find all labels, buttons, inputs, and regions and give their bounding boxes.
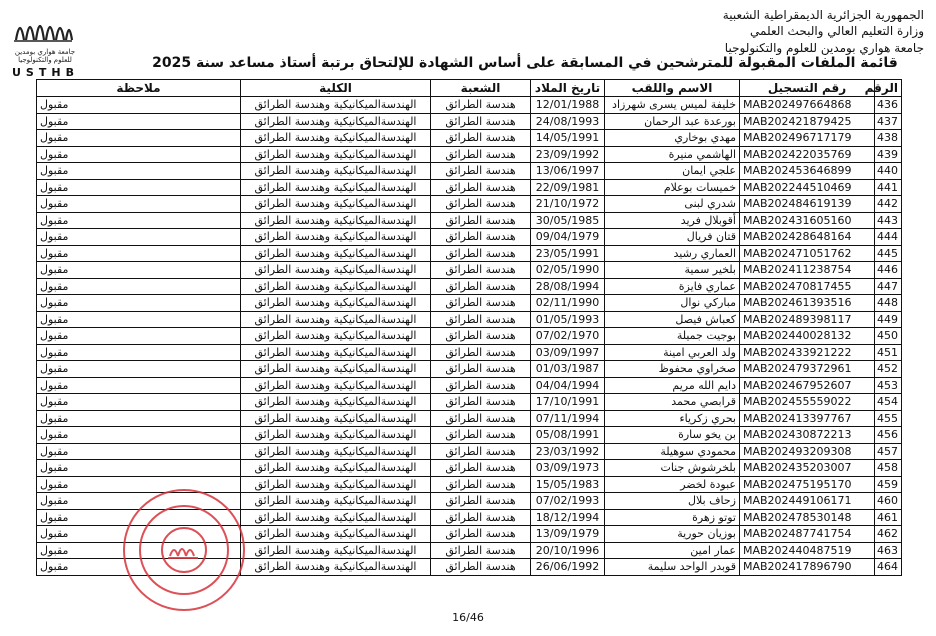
birth-date: 05/08/1991: [531, 427, 605, 444]
status-note: مقبول: [37, 328, 241, 345]
faculty: الهندسةالميكانيكية وهندسة الطرائق: [241, 113, 431, 130]
full-name: قرابصي محمد: [605, 394, 740, 411]
branch: هندسة الطرائق: [431, 113, 531, 130]
birth-date: 04/04/1994: [531, 377, 605, 394]
registration-number: MAB202478530148: [740, 509, 875, 526]
branch: هندسة الطرائق: [431, 443, 531, 460]
branch: هندسة الطرائق: [431, 377, 531, 394]
status-note: مقبول: [37, 427, 241, 444]
registration-number: MAB202496717179: [740, 130, 875, 147]
table-row: [37, 295, 902, 312]
full-name: بلخير سمية: [605, 262, 740, 279]
branch: هندسة الطرائق: [431, 542, 531, 559]
row-number: 452: [875, 361, 902, 378]
birth-date: 28/08/1994: [531, 278, 605, 295]
faculty: الهندسةالميكانيكية وهندسة الطرائق: [241, 410, 431, 427]
table-row: [37, 311, 902, 328]
birth-date: 07/11/1994: [531, 410, 605, 427]
faculty: الهندسةالميكانيكية وهندسة الطرائق: [241, 130, 431, 147]
faculty: الهندسةالميكانيكية وهندسة الطرائق: [241, 196, 431, 213]
status-note: مقبول: [37, 509, 241, 526]
full-name: دايم الله مريم: [605, 377, 740, 394]
branch: هندسة الطرائق: [431, 295, 531, 312]
registration-number: MAB202449106171: [740, 493, 875, 510]
row-number: 462: [875, 526, 902, 543]
birth-date: 13/09/1979: [531, 526, 605, 543]
row-number: 453: [875, 377, 902, 394]
status-note: مقبول: [37, 361, 241, 378]
faculty: الهندسةالميكانيكية وهندسة الطرائق: [241, 262, 431, 279]
birth-date: 23/09/1992: [531, 146, 605, 163]
row-number: 444: [875, 229, 902, 246]
full-name: قوبدر الواحد سليمة: [605, 559, 740, 576]
branch: هندسة الطرائق: [431, 410, 531, 427]
row-number: 450: [875, 328, 902, 345]
full-name: بورعدة عبد الرحمان: [605, 113, 740, 130]
birth-date: 09/04/1979: [531, 229, 605, 246]
birth-date: 21/10/1972: [531, 196, 605, 213]
table-row: [37, 427, 902, 444]
branch: هندسة الطرائق: [431, 328, 531, 345]
status-note: مقبول: [37, 278, 241, 295]
official-stamp-icon: [120, 486, 248, 614]
full-name: الهاشمي منيرة: [605, 146, 740, 163]
birth-date: 01/05/1993: [531, 311, 605, 328]
faculty: الهندسةالميكانيكية وهندسة الطرائق: [241, 179, 431, 196]
row-number: 463: [875, 542, 902, 559]
registration-number: MAB202497664868: [740, 97, 875, 114]
full-name: أقوبلال فريد: [605, 212, 740, 229]
birth-date: 26/06/1992: [531, 559, 605, 576]
branch: هندسة الطرائق: [431, 146, 531, 163]
col-header-number: الرقم: [875, 80, 902, 97]
faculty: الهندسةالميكانيكية وهندسة الطرائق: [241, 460, 431, 477]
registration-number: MAB202455559022: [740, 394, 875, 411]
status-note: مقبول: [37, 196, 241, 213]
branch: هندسة الطرائق: [431, 245, 531, 262]
birth-date: 12/01/1988: [531, 97, 605, 114]
birth-date: 24/08/1993: [531, 113, 605, 130]
status-note: مقبول: [37, 559, 241, 576]
full-name: مهدي بوخاري: [605, 130, 740, 147]
registration-number: MAB202435203007: [740, 460, 875, 477]
birth-date: 30/05/1985: [531, 212, 605, 229]
faculty: الهندسةالميكانيكية وهندسة الطرائق: [241, 443, 431, 460]
faculty: الهندسةالميكانيكية وهندسة الطرائق: [241, 328, 431, 345]
table-row: [37, 344, 902, 361]
registration-number: MAB202453646899: [740, 163, 875, 180]
full-name: صخراوي محفوظ: [605, 361, 740, 378]
full-name: عبودة لخضر: [605, 476, 740, 493]
faculty: الهندسةالميكانيكية وهندسة الطرائق: [241, 377, 431, 394]
registration-number: MAB202430872213: [740, 427, 875, 444]
page-number: 16/46: [452, 611, 484, 624]
faculty: الهندسةالميكانيكية وهندسة الطرائق: [241, 229, 431, 246]
col-header-branch: الشعبة: [431, 80, 531, 97]
full-name: عمار امين: [605, 542, 740, 559]
status-note: مقبول: [37, 493, 241, 510]
faculty: الهندسةالميكانيكية وهندسة الطرائق: [241, 212, 431, 229]
birth-date: 02/11/1990: [531, 295, 605, 312]
row-number: 436: [875, 97, 902, 114]
row-number: 456: [875, 427, 902, 444]
faculty: الهندسةالميكانيكية وهندسة الطرائق: [241, 163, 431, 180]
faculty: الهندسةالميكانيكية وهندسة الطرائق: [241, 542, 431, 559]
birth-date: 23/03/1992: [531, 443, 605, 460]
row-number: 464: [875, 559, 902, 576]
branch: هندسة الطرائق: [431, 278, 531, 295]
full-name: توتو زهرة: [605, 509, 740, 526]
row-number: 439: [875, 146, 902, 163]
row-number: 451: [875, 344, 902, 361]
faculty: الهندسةالميكانيكية وهندسة الطرائق: [241, 146, 431, 163]
registration-number: MAB202440487519: [740, 542, 875, 559]
col-header-faculty: الكلية: [241, 80, 431, 97]
birth-date: 02/05/1990: [531, 262, 605, 279]
row-number: 458: [875, 460, 902, 477]
birth-date: 13/06/1997: [531, 163, 605, 180]
registration-number: MAB202493209308: [740, 443, 875, 460]
table-row: [37, 278, 902, 295]
status-note: مقبول: [37, 113, 241, 130]
branch: هندسة الطرائق: [431, 493, 531, 510]
branch: هندسة الطرائق: [431, 509, 531, 526]
status-note: مقبول: [37, 460, 241, 477]
full-name: بوجيت جميلة: [605, 328, 740, 345]
registration-number: MAB202475195170: [740, 476, 875, 493]
table-row: [37, 130, 902, 147]
registration-number: MAB202411238754: [740, 262, 875, 279]
branch: هندسة الطرائق: [431, 97, 531, 114]
faculty: الهندسةالميكانيكية وهندسة الطرائق: [241, 559, 431, 576]
table-header-row: [37, 80, 902, 97]
branch: هندسة الطرائق: [431, 212, 531, 229]
status-note: مقبول: [37, 394, 241, 411]
row-number: 448: [875, 295, 902, 312]
registration-number: MAB202489398117: [740, 311, 875, 328]
table-row: [37, 146, 902, 163]
branch: هندسة الطرائق: [431, 179, 531, 196]
table-row: [37, 163, 902, 180]
table-row: [37, 97, 902, 114]
status-note: مقبول: [37, 245, 241, 262]
registration-number: MAB202467952607: [740, 377, 875, 394]
full-name: ولد العربي امينة: [605, 344, 740, 361]
faculty: الهندسةالميكانيكية وهندسة الطرائق: [241, 509, 431, 526]
birth-date: 22/09/1981: [531, 179, 605, 196]
branch: هندسة الطرائق: [431, 311, 531, 328]
birth-date: 03/09/1973: [531, 460, 605, 477]
branch: هندسة الطرائق: [431, 526, 531, 543]
faculty: الهندسةالميكانيكية وهندسة الطرائق: [241, 427, 431, 444]
registration-number: MAB202433921222: [740, 344, 875, 361]
faculty: الهندسةالميكانيكية وهندسة الطرائق: [241, 97, 431, 114]
branch: هندسة الطرائق: [431, 344, 531, 361]
branch: هندسة الطرائق: [431, 559, 531, 576]
registration-number: MAB202431605160: [740, 212, 875, 229]
faculty: الهندسةالميكانيكية وهندسة الطرائق: [241, 311, 431, 328]
header-republic: الجمهورية الجزائرية الديمقراطية الشعبية: [722, 8, 924, 22]
branch: هندسة الطرائق: [431, 460, 531, 477]
branch: هندسة الطرائق: [431, 476, 531, 493]
full-name: بوزيان حورية: [605, 526, 740, 543]
registration-number: MAB202421879425: [740, 113, 875, 130]
table-row: [37, 262, 902, 279]
registration-number: MAB202413397767: [740, 410, 875, 427]
registration-number: MAB202471051762: [740, 245, 875, 262]
registration-number: MAB202484619139: [740, 196, 875, 213]
row-number: 460: [875, 493, 902, 510]
status-note: مقبول: [37, 262, 241, 279]
faculty: الهندسةالميكانيكية وهندسة الطرائق: [241, 526, 431, 543]
registration-number: MAB202244510469: [740, 179, 875, 196]
full-name: العماري رشيد: [605, 245, 740, 262]
status-note: مقبول: [37, 97, 241, 114]
full-name: قتان فريال: [605, 229, 740, 246]
branch: هندسة الطرائق: [431, 394, 531, 411]
logo-line-1: جامعة هواري بومدين: [14, 48, 76, 56]
birth-date: 18/12/1994: [531, 509, 605, 526]
table-row: [37, 443, 902, 460]
status-note: مقبول: [37, 179, 241, 196]
registration-number: MAB202422035769: [740, 146, 875, 163]
status-note: مقبول: [37, 212, 241, 229]
registration-number: MAB202417896790: [740, 559, 875, 576]
full-name: مباركي نوال: [605, 295, 740, 312]
faculty: الهندسةالميكانيكية وهندسة الطرائق: [241, 493, 431, 510]
status-note: مقبول: [37, 295, 241, 312]
birth-date: 07/02/1993: [531, 493, 605, 510]
table-row: [37, 410, 902, 427]
row-number: 437: [875, 113, 902, 130]
birth-date: 14/05/1991: [531, 130, 605, 147]
faculty: الهندسةالميكانيكية وهندسة الطرائق: [241, 394, 431, 411]
full-name: بلخرشوش جنات: [605, 460, 740, 477]
birth-date: 01/03/1987: [531, 361, 605, 378]
status-note: مقبول: [37, 229, 241, 246]
full-name: محمودي سوهيلة: [605, 443, 740, 460]
full-name: علجي ايمان: [605, 163, 740, 180]
logo-line-2: للعلوم والتكنولوجيا: [18, 56, 72, 64]
row-number: 449: [875, 311, 902, 328]
birth-date: 03/09/1997: [531, 344, 605, 361]
faculty: الهندسةالميكانيكية وهندسة الطرائق: [241, 245, 431, 262]
registration-number: MAB202428648164: [740, 229, 875, 246]
full-name: عماري فايزة: [605, 278, 740, 295]
col-header-registration: رقم التسجيل: [740, 80, 875, 97]
row-number: 454: [875, 394, 902, 411]
status-note: مقبول: [37, 476, 241, 493]
registration-number: MAB202479372961: [740, 361, 875, 378]
row-number: 442: [875, 196, 902, 213]
faculty: الهندسةالميكانيكية وهندسة الطرائق: [241, 476, 431, 493]
row-number: 455: [875, 410, 902, 427]
table-row: [37, 361, 902, 378]
row-number: 443: [875, 212, 902, 229]
full-name: شدري لبنى: [605, 196, 740, 213]
status-note: مقبول: [37, 130, 241, 147]
row-number: 445: [875, 245, 902, 262]
branch: هندسة الطرائق: [431, 163, 531, 180]
branch: هندسة الطرائق: [431, 229, 531, 246]
branch: هندسة الطرائق: [431, 130, 531, 147]
status-note: مقبول: [37, 377, 241, 394]
registration-number: MAB202461393516: [740, 295, 875, 312]
faculty: الهندسةالميكانيكية وهندسة الطرائق: [241, 361, 431, 378]
full-name: زحاف بلال: [605, 493, 740, 510]
birth-date: 17/10/1991: [531, 394, 605, 411]
status-note: مقبول: [37, 163, 241, 180]
branch: هندسة الطرائق: [431, 262, 531, 279]
faculty: الهندسةالميكانيكية وهندسة الطرائق: [241, 344, 431, 361]
status-note: مقبول: [37, 311, 241, 328]
table-row: [37, 196, 902, 213]
arches-logo-icon: [12, 10, 74, 44]
table-row: [37, 212, 902, 229]
faculty: الهندسةالميكانيكية وهندسة الطرائق: [241, 278, 431, 295]
status-note: مقبول: [37, 146, 241, 163]
row-number: 446: [875, 262, 902, 279]
faculty: الهندسةالميكانيكية وهندسة الطرائق: [241, 295, 431, 312]
row-number: 440: [875, 163, 902, 180]
full-name: بن يخو سارة: [605, 427, 740, 444]
table-row: [37, 460, 902, 477]
branch: هندسة الطرائق: [431, 196, 531, 213]
status-note: مقبول: [37, 443, 241, 460]
row-number: 457: [875, 443, 902, 460]
birth-date: 23/05/1991: [531, 245, 605, 262]
branch: هندسة الطرائق: [431, 361, 531, 378]
table-row: [37, 245, 902, 262]
row-number: 438: [875, 130, 902, 147]
registration-number: MAB202440028132: [740, 328, 875, 345]
status-note: مقبول: [37, 542, 241, 559]
table-row: [37, 394, 902, 411]
row-number: 461: [875, 509, 902, 526]
registration-number: MAB202487741754: [740, 526, 875, 543]
birth-date: 20/10/1996: [531, 542, 605, 559]
row-number: 447: [875, 278, 902, 295]
status-note: مقبول: [37, 344, 241, 361]
full-name: كعباش فيصل: [605, 311, 740, 328]
table-row: [37, 328, 902, 345]
full-name: خليفة لميس يسرى شهرزاد: [605, 97, 740, 114]
status-note: مقبول: [37, 410, 241, 427]
table-row: [37, 179, 902, 196]
row-number: 459: [875, 476, 902, 493]
full-name: خميسات بوعلام: [605, 179, 740, 196]
status-note: مقبول: [37, 526, 241, 543]
row-number: 441: [875, 179, 902, 196]
header-ministry: وزارة التعليم العالي والبحث العلمي: [750, 24, 924, 38]
university-logo: [12, 10, 79, 79]
table-row: [37, 113, 902, 130]
document-title: قائمة الملفات المقبولة للمترشحين في المسابقة على أساس الشهادة للإلتحاق برتبة أستاذ مساعد سنة 2025: [152, 55, 898, 71]
header-university: جامعة هواري بومدين للعلوم والتكنولوجيا: [724, 41, 924, 55]
logo-acronym: USTHB: [12, 66, 79, 79]
birth-date: 07/02/1970: [531, 328, 605, 345]
table-row: [37, 377, 902, 394]
full-name: بحري زكرياء: [605, 410, 740, 427]
birth-date: 15/05/1983: [531, 476, 605, 493]
registration-number: MAB202470817455: [740, 278, 875, 295]
branch: هندسة الطرائق: [431, 427, 531, 444]
col-header-name: الاسم واللقب: [605, 80, 740, 97]
col-header-birthdate: تاريخ الملاد: [531, 80, 605, 97]
col-header-note: ملاحظة: [37, 80, 241, 97]
table-row: [37, 229, 902, 246]
